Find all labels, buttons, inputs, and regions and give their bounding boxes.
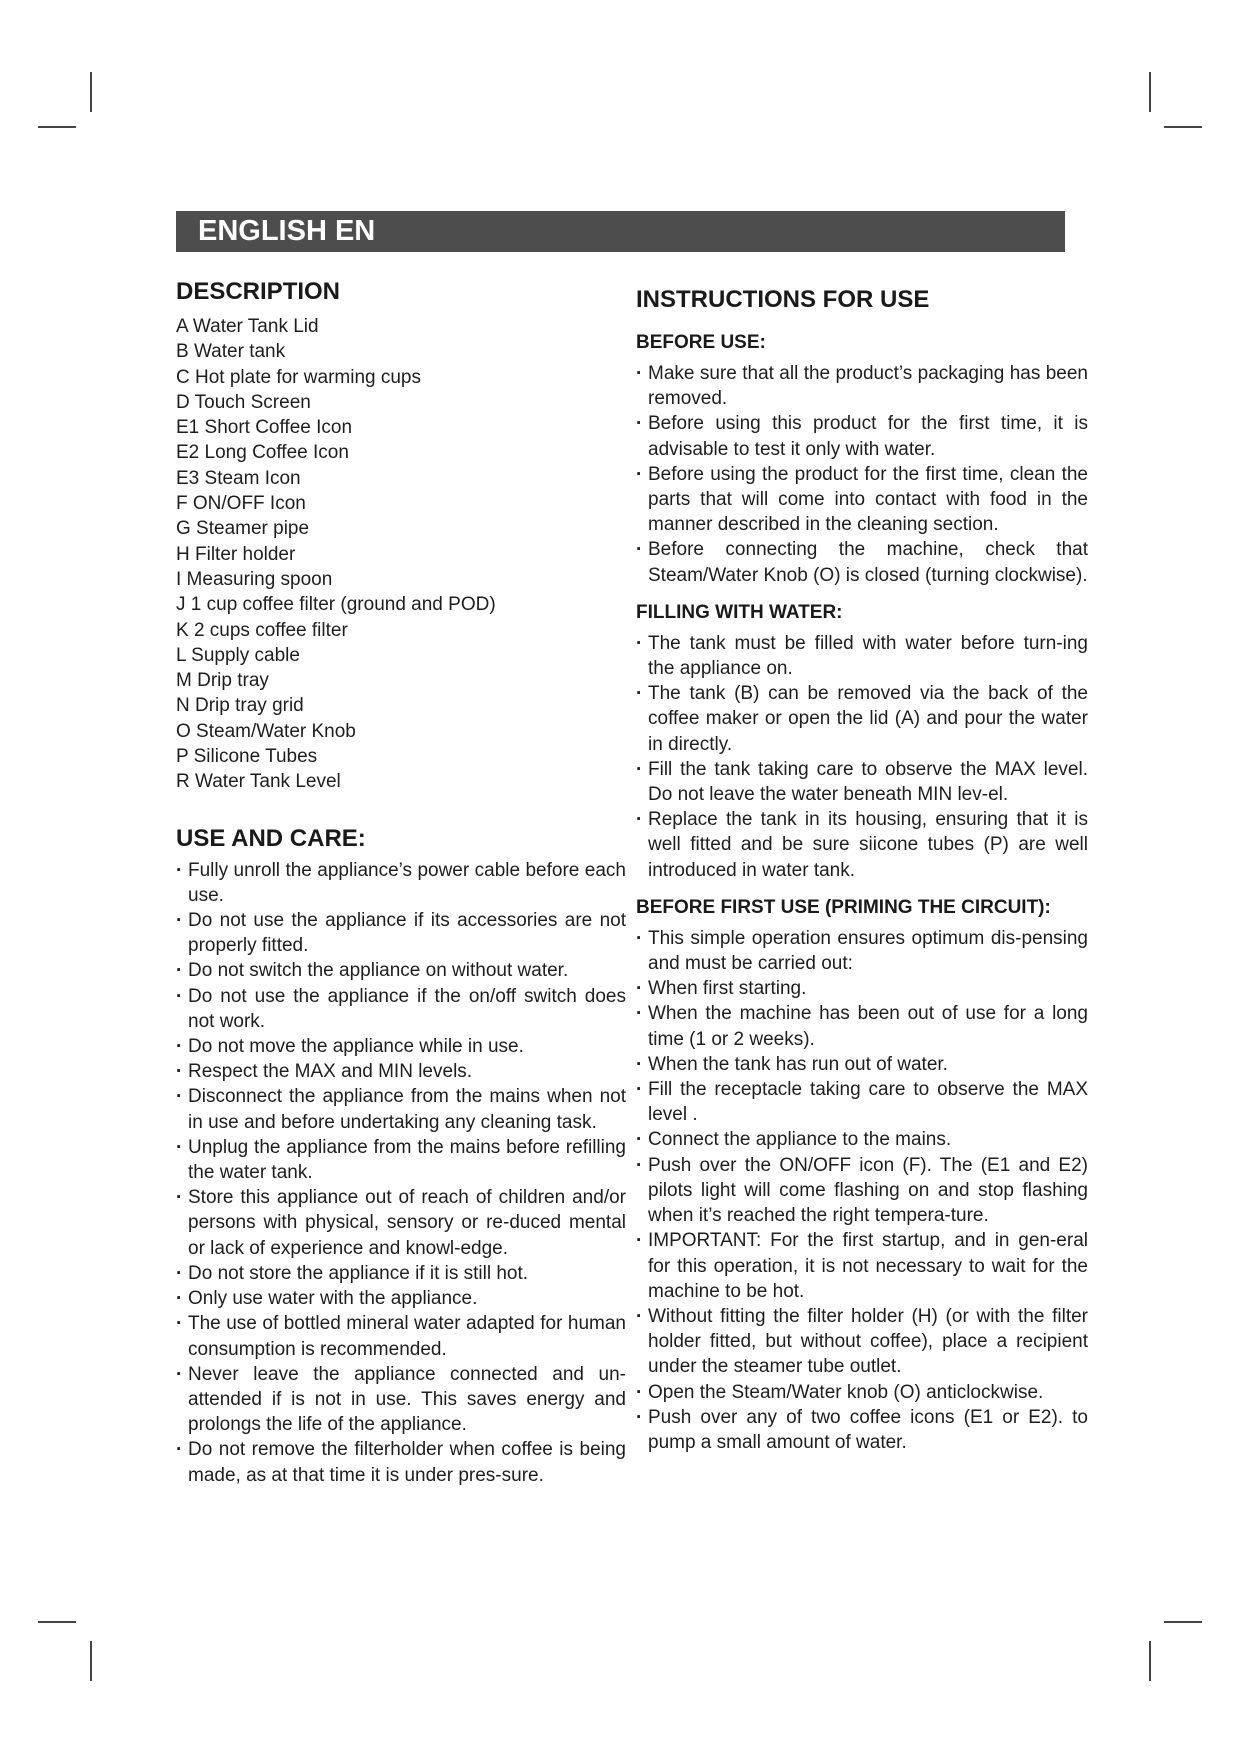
- first-use-list: [636, 926, 1088, 1455]
- list-item: · When the machine has been out of use for a long time (1 or 2 weeks).: [636, 1001, 1088, 1051]
- list-item: · Respect the MAX and MIN levels.: [176, 1059, 626, 1084]
- list-item: · When the tank has run out of water.: [636, 1052, 1088, 1077]
- description-list: [176, 314, 626, 795]
- list-item: · Do not switch the appliance on without water.: [176, 958, 626, 983]
- list-item: K 2 cups coffee filter: [176, 619, 348, 641]
- list-item: · Do not use the appliance if its accessories are not properly fitted.: [176, 908, 626, 958]
- list-item: · This simple operation ensures optimum dis-pensing and must be carried out:: [636, 926, 1088, 976]
- description-title: DESCRIPTION: [176, 278, 341, 305]
- list-item: H Filter holder: [176, 543, 296, 565]
- list-item: L Supply cable: [176, 644, 300, 666]
- instructions-title: INSTRUCTIONS FOR USE: [636, 286, 930, 313]
- before-use-title: BEFORE USE:: [636, 332, 766, 353]
- list-item: · Do not use the appliance if the on/off switch does not work.: [176, 984, 626, 1034]
- list-item: F ON/OFF Icon: [176, 493, 306, 515]
- list-item: · Connect the appliance to the mains.: [636, 1127, 1088, 1152]
- list-item: · The use of bottled mineral water adapted for human consumption is recommended.: [176, 1311, 626, 1361]
- list-item: D Touch Screen: [176, 391, 311, 413]
- list-item: J 1 cup coffee filter (ground and POD): [176, 594, 496, 616]
- list-item: I Measuring spoon: [176, 568, 333, 590]
- list-item: · The tank (B) can be removed via the back of the coffee maker or open the lid (A) and pour the water in directly.: [636, 681, 1088, 757]
- list-item: C Hot plate for warming cups: [176, 366, 421, 388]
- list-item: · Fill the tank taking care to observe the MAX level. Do not leave the water beneath MIN lev-el.: [636, 757, 1088, 807]
- list-item: M Drip tray: [176, 670, 269, 692]
- list-item: G Steamer pipe: [176, 518, 310, 540]
- list-item: · Open the Steam/Water knob (O) anticlockwise.: [636, 1380, 1088, 1405]
- list-item: · Push over the ON/OFF icon (F). The (E1 and E2) pilots light will come flashing on and stop flashing when it’s reached the right tempera-ture.: [636, 1153, 1088, 1229]
- list-item: · Do not remove the filterholder when coffee is being made, as at that time it is under pres-sure.: [176, 1437, 626, 1487]
- crop-mark: [1164, 1621, 1202, 1623]
- list-item: · Do not store the appliance if it is still hot.: [176, 1261, 626, 1286]
- list-item: N Drip tray grid: [176, 695, 304, 717]
- list-item: · Disconnect the appliance from the mains when not in use and before undertaking any cleaning task.: [176, 1084, 626, 1134]
- filling-list: [636, 631, 1088, 883]
- list-item: · Before connecting the machine, check that Steam/Water Knob (O) is closed (turning clockwise).: [636, 537, 1088, 587]
- list-item: · Fill the receptacle taking care to observe the MAX level .: [636, 1077, 1088, 1127]
- filling-title: FILLING WITH WATER:: [636, 601, 843, 623]
- crop-mark: [90, 1641, 92, 1681]
- list-item: · The tank must be filled with water before turn-ing the appliance on.: [636, 631, 1088, 681]
- list-item: R Water Tank Level: [176, 771, 341, 793]
- list-item: · Before using the product for the first time, clean the parts that will come into contact with food in the manner described in the cleaning section.: [636, 462, 1088, 538]
- crop-mark: [38, 126, 76, 128]
- before-use-list: [636, 361, 1088, 588]
- list-item: P Silicone Tubes: [176, 746, 318, 768]
- right-column: [636, 278, 1088, 1455]
- list-item: O Steam/Water Knob: [176, 720, 356, 742]
- list-item: E1 Short Coffee Icon: [176, 417, 353, 439]
- list-item: · Without fitting the filter holder (H) (or with the filter holder fitted, but without coffee), place a recipient under the steamer tube outlet.: [636, 1304, 1088, 1380]
- crop-mark: [1149, 72, 1151, 112]
- list-item: · When first starting.: [636, 976, 1088, 1001]
- left-column: [176, 278, 626, 1488]
- list-item: · Make sure that all the product’s packaging has been removed.: [636, 361, 1088, 411]
- list-item: A Water Tank Lid: [176, 316, 319, 337]
- list-item: E3 Steam Icon: [176, 467, 301, 489]
- list-item: · Before using this product for the first time, it is advisable to test it only with water.: [636, 411, 1088, 461]
- list-item: · Fully unroll the appliance’s power cable before each use.: [176, 858, 626, 908]
- list-item: · Only use water with the appliance.: [176, 1286, 626, 1311]
- first-use-title: BEFORE FIRST USE (PRIMING THE CIRCUIT):: [636, 896, 1051, 918]
- use-and-care-title: USE AND CARE:: [176, 824, 366, 852]
- crop-mark: [1149, 1641, 1151, 1681]
- list-item: · Do not move the appliance while in use.: [176, 1034, 626, 1059]
- crop-mark: [90, 72, 92, 112]
- list-item: · Store this appliance out of reach of children and/or persons with physical, sensory or re-duced mental or lack of experience and knowl-edge.: [176, 1185, 626, 1261]
- list-item: · Unplug the appliance from the mains before refilling the water tank.: [176, 1135, 626, 1185]
- use-and-care-list: [176, 858, 626, 1488]
- list-item: · Push over any of two coffee icons (E1 or E2). to pump a small amount of water.: [636, 1405, 1088, 1455]
- crop-mark: [1164, 126, 1202, 128]
- list-item: · IMPORTANT: For the first startup, and in gen-eral for this operation, it is not necessary to wait for the machine to be hot.: [636, 1228, 1088, 1304]
- list-item: B Water tank: [176, 341, 286, 363]
- list-item: · Never leave the appliance connected and un-attended if is not in use. This saves energy and prolongs the life of the appliance.: [176, 1362, 626, 1438]
- language-header-bar: ENGLISH EN: [176, 211, 1065, 252]
- crop-mark: [38, 1621, 76, 1623]
- list-item: E2 Long Coffee Icon: [176, 442, 349, 464]
- list-item: · Replace the tank in its housing, ensuring that it is well fitted and be sure siicone tubes (P) are well introduced in water tank.: [636, 807, 1088, 883]
